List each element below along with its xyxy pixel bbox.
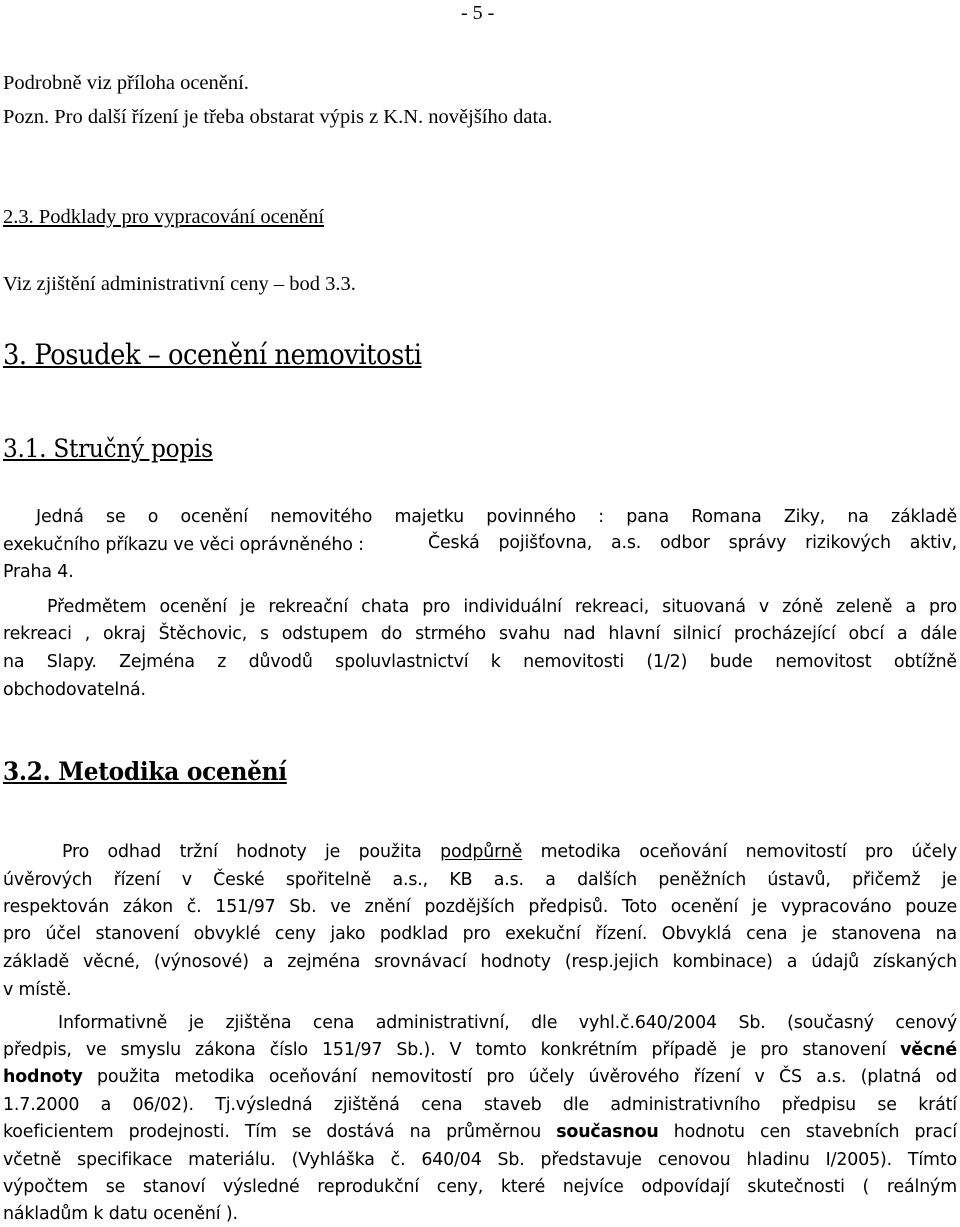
- para-3-2-2-line-1: Informativně je zjištěna cena administrativní, dle vyhl.č.640/2004 Sb. (současný cenový: [58, 1013, 957, 1033]
- para-3-1-1-line-2b: Česká pojišťovna, a.s. odbor správy rizikových aktiv,: [428, 533, 957, 553]
- intro-note-line: Pozn. Pro další řízení je třeba obstarat výpis z K.N. novějšího data.: [3, 106, 553, 128]
- para-3-2-1-line-3: respektován zákon č. 151/97 Sb. ve znění pozdějších předpisů. Toto ocenění je vypracováno pouze: [3, 897, 957, 917]
- para-3-2-2-line-6: včetně specifikace materiálu. (Vyhláška č. 640/04 Sb. představuje cenovou hladinu I/2005). Tímto: [3, 1150, 957, 1170]
- para-3-2-1-line-2: úvěrových řízení v České spořitelně a.s., KB a.s. a dalších peněžních ústavů, přičemž je: [3, 870, 957, 890]
- para-3-2-2-line-5a: koeficientem prodejnosti. Tím se dostává na průměrnou: [3, 1122, 557, 1142]
- bold-word-vecne: věcné: [900, 1040, 957, 1060]
- para-3-2-2-line-7: výpočtem se stanoví výsledné reprodukční ceny, které nejvíce odpovídají skutečnosti ( reálným: [3, 1177, 957, 1197]
- para-3-2-2-line-2: [3, 1040, 957, 1060]
- bold-word-soucasnou: současnou: [556, 1122, 659, 1142]
- para-3-1-2-line-2: rekreaci , okraj Štěchovic, s odstupem do strmého svahu nad hlavní silnicí procházející obcí a dále: [3, 624, 957, 644]
- para-3-1-1-line-3: Praha 4.: [3, 562, 74, 582]
- bold-word-hodnoty: hodnoty: [3, 1067, 83, 1087]
- para-3-2-1-line-4: pro účel stanovení obvyklé ceny jako podklad pro exekuční řízení. Obvyklá cena je stanovena na: [3, 924, 957, 944]
- intro-detail-line: Podrobně viz příloha ocenění.: [3, 72, 249, 94]
- para-3-2-1-line-1a: Pro odhad tržní hodnoty je použita: [62, 842, 441, 862]
- para-3-2-1-line-1b: metodika oceňování nemovitostí pro účely: [522, 842, 957, 862]
- page-number: - 5 -: [461, 2, 495, 24]
- para-3-2-2-line-8: nákladům k datu ocenění ).: [3, 1204, 238, 1224]
- section-3-1-heading: 3.1. Stručný popis: [3, 434, 213, 463]
- para-3-2-1-line-1: [62, 842, 957, 862]
- underlined-word-podpurne: podpůrně: [440, 842, 523, 862]
- para-3-1-1-line-2a: exekučního příkazu ve věci oprávněného :: [3, 535, 364, 555]
- para-3-2-2-line-5: [3, 1122, 957, 1142]
- para-3-2-2-line-4: 1.7.2000 a 06/02). Tj.výsledná zjištěná cena staveb dle administrativního předpisu se krátí: [3, 1095, 957, 1115]
- section-3-2-heading: 3.2. Metodika ocenění: [3, 757, 287, 786]
- section-2-3-heading: 2.3. Podklady pro vypracování ocenění: [3, 206, 325, 228]
- para-3-1-2-line-3: na Slapy. Zejména z důvodů spoluvlastnictví k nemovitosti (1/2) bude nemovitost obtížně: [3, 652, 957, 672]
- para-3-1-2-line-1: Předmětem ocenění je rekreační chata pro individuální rekreaci, situovaná v zóně zeleně a pro: [47, 597, 957, 617]
- para-3-2-2-line-3b: použita metodika oceňování nemovitostí pro účely úvěrového řízení v ČS a.s. (platná od: [82, 1067, 957, 1087]
- para-3-2-1-line-5: základě věcné, (výnosové) a zejména srovnávací hodnoty (resp.jejich kombinace) a údajů získaných: [3, 952, 957, 972]
- para-3-2-1-line-6: v místě.: [3, 980, 72, 1000]
- para-3-2-2-line-3: [3, 1067, 957, 1087]
- section-3-heading: 3. Posudek – ocenění nemovitosti: [3, 338, 422, 371]
- section-2-3-text: Viz zjištění administrativní ceny – bod 3.3.: [3, 273, 356, 295]
- para-3-1-2-line-4: obchodovatelná.: [3, 680, 146, 700]
- para-3-2-2-line-5c: hodnotu cen stavebních prací: [658, 1122, 957, 1142]
- para-3-2-2-line-2a: předpis, ve smyslu zákona číslo 151/97 Sb.). V tomto konkrétním případě je pro stanovení: [3, 1040, 901, 1060]
- para-3-1-1-line-1: Jedná se o ocenění nemovitého majetku povinného : pana Romana Ziky, na základě: [36, 507, 957, 527]
